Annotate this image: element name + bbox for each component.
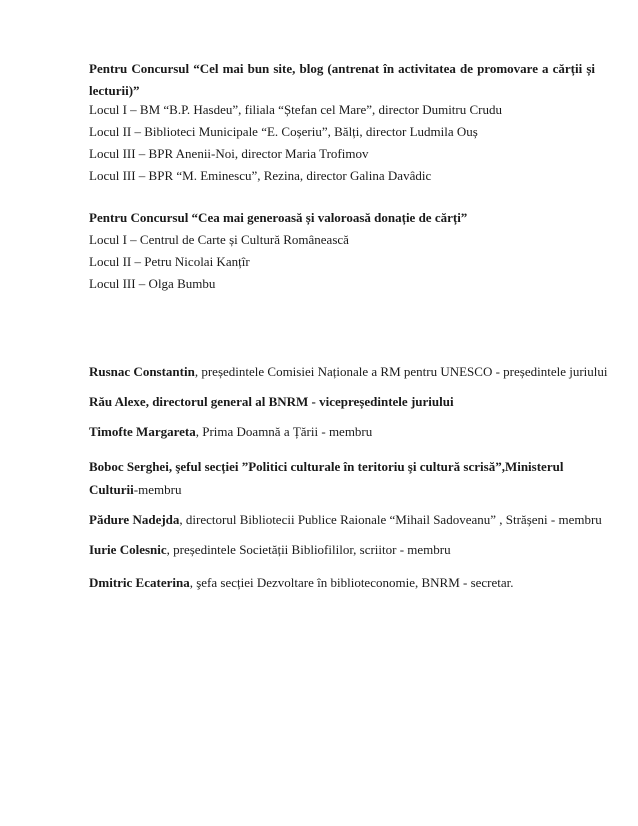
jury-member-name: Pădure Nadejda <box>89 512 180 527</box>
jury-member-6 <box>89 542 451 558</box>
contest1-place-3: Locul III – BPR Anenii-Noi, director Maria Trofimov <box>89 146 369 161</box>
jury-member-role: , Prima Doamnă a Țării - membru <box>195 424 373 439</box>
jury-member-5 <box>89 512 602 528</box>
jury-member-4-cont <box>89 482 181 498</box>
jury-member-role: -membru <box>133 482 182 497</box>
contest2-place-2: Locul II – Petru Nicolai Kanțîr <box>89 254 250 269</box>
jury-member-role: , președintele Societății Bibliofililor, scriitor - membru <box>166 542 451 557</box>
jury-member-role: , şefa secției Dezvoltare în biblioteconomie, BNRM - secretar. <box>189 575 514 590</box>
jury-member-name: Dmitric Ecaterina <box>89 575 190 590</box>
jury-member-name: Timofte Margareta <box>89 424 196 439</box>
jury-member-3 <box>89 424 372 440</box>
jury-member-4 <box>89 459 563 475</box>
jury-member-2 <box>89 394 454 410</box>
contest1-heading-line2: lecturii)” <box>89 83 140 98</box>
jury-member-role: , directorul Bibliotecii Publice Raionale “Mihail Sadoveanu” , Strășeni - membru <box>179 512 602 527</box>
jury-member-role: , președintele Comisiei Naționale a RM pentru UNESCO - președintele juriului <box>194 364 608 379</box>
contest1-place-1: Locul I – BM “B.P. Hasdeu”, filiala “Ștefan cel Mare”, director Dumitru Crudu <box>89 102 502 117</box>
jury-member-role: , şeful secției ”Politici culturale în teritoriu şi cultură scrisă”,Ministerul <box>168 459 564 474</box>
jury-member-role: , directorul general al BNRM - vicepreședintele juriului <box>145 394 454 409</box>
jury-member-name: Boboc Serghei <box>89 459 169 474</box>
jury-member-name: Iurie Colesnic <box>89 542 167 557</box>
jury-member-1 <box>89 364 608 380</box>
jury-member-name: Culturii <box>89 482 134 497</box>
contest2-place-3: Locul III – Olga Bumbu <box>89 276 216 291</box>
contest1-heading-line1: Pentru Concursul “Cel mai bun site, blog (antrenat în activitatea de promovare a cărții și <box>89 61 595 76</box>
jury-member-name: Rusnac Constantin <box>89 364 195 379</box>
jury-member-7 <box>89 575 514 591</box>
jury-member-name: Rău Alexe <box>89 394 146 409</box>
contest2-place-1: Locul I – Centrul de Carte și Cultură Românească <box>89 232 349 247</box>
contest1-place-4: Locul III – BPR “M. Eminescu”, Rezina, director Galina Davâdic <box>89 168 432 183</box>
contest1-place-2: Locul II – Biblioteci Municipale “E. Coșeriu”, Bălți, director Ludmila Ouș <box>89 124 478 139</box>
contest2-heading: Pentru Concursul “Cea mai generoasă și valoroasă donație de cărți” <box>89 210 468 225</box>
